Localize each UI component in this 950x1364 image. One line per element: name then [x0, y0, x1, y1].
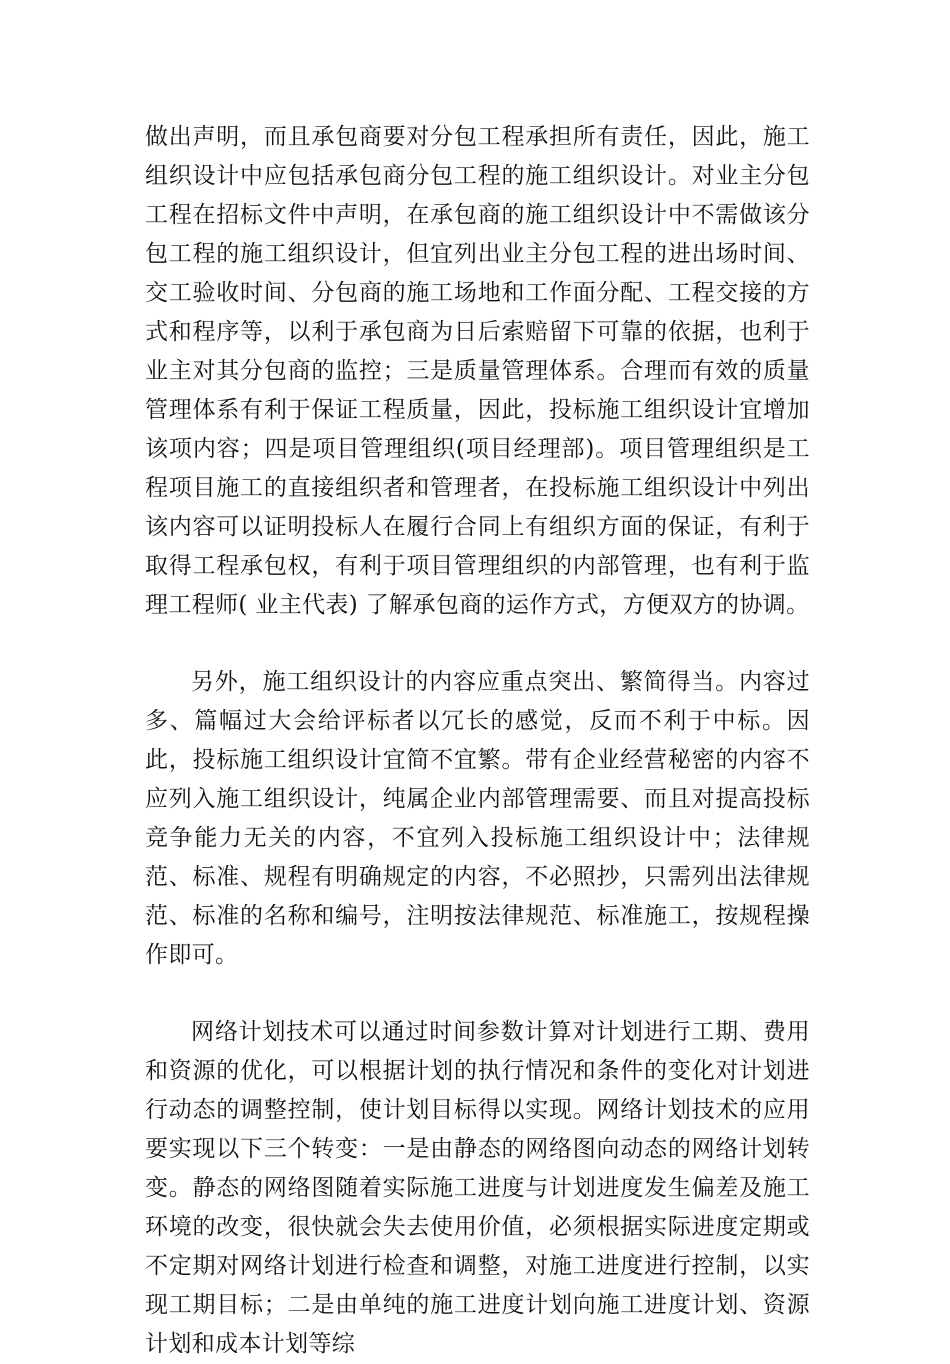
document-body	[145, 118, 810, 1364]
paragraph-continuation: 做出声明，而且承包商要对分包工程承担所有责任，因此，施工组织设计中应包括承包商分包工程的施工组织设计。对业主分包工程在招标文件中声明，在承包商的施工组织设计中不需做该分包工程的施工组织设计，但宜列出业主分包工程的进出场时间、交工验收时间、分包商的施工场地和工作面分配、工程交接的方式和程序等，以利于承包商为日后索赔留下可靠的依据，也利于业主对其分包商的监控；三是质量管理体系。合理而有效的质量管理体系有利于保证工程质量，因此，投标施工组织设计宜增加该项内容；四是项目管理组织(项目经理部)。项目管理组织是工程项目施工的直接组织者和管理者，在投标施工组织设计中列出该内容可以证明投标人在履行合同上有组织方面的保证，有利于取得工程承包权，有利于项目管理组织的内部管理，也有利于监理工程师( 业主代表) 了解承包商的运作方式，方便双方的协调。	[145, 124, 810, 618]
paragraph-network-planning: 网络计划技术可以通过时间参数计算对计划进行工期、费用和资源的优化，可以根据计划的执行情况和条件的变化对计划进行动态的调整控制，使计划目标得以实现。网络计划技术的应用要实现以下三个转变：一是由静态的网络图向动态的网络计划转变。静态的网络图随着实际施工进度与计划进度发生偏差及施工环境的改变，很快就会失去使用价值，必须根据实际进度定期或不定期对网络计划进行检查和调整，对施工进度进行控制，以实现工期目标；二是由单纯的施工进度计划向施工进度计划、资源计划和成本计划等综	[145, 1019, 810, 1357]
paragraph-content-emphasis: 另外，施工组织设计的内容应重点突出、繁简得当。内容过多、篇幅过大会给评标者以冗长的感觉，反而不利于中标。因此，投标施工组织设计宜简不宜繁。带有企业经营秘密的内容不应列入施工组织设计，纯属企业内部管理需要、而且对提高投标竞争能力无关的内容，不宜列入投标施工组织设计中；法律规范、标准、规程有明确规定的内容，不必照抄，只需列出法律规范、标准的名称和编号，注明按法律规范、标准施工，按规程操作即可。	[145, 669, 810, 968]
